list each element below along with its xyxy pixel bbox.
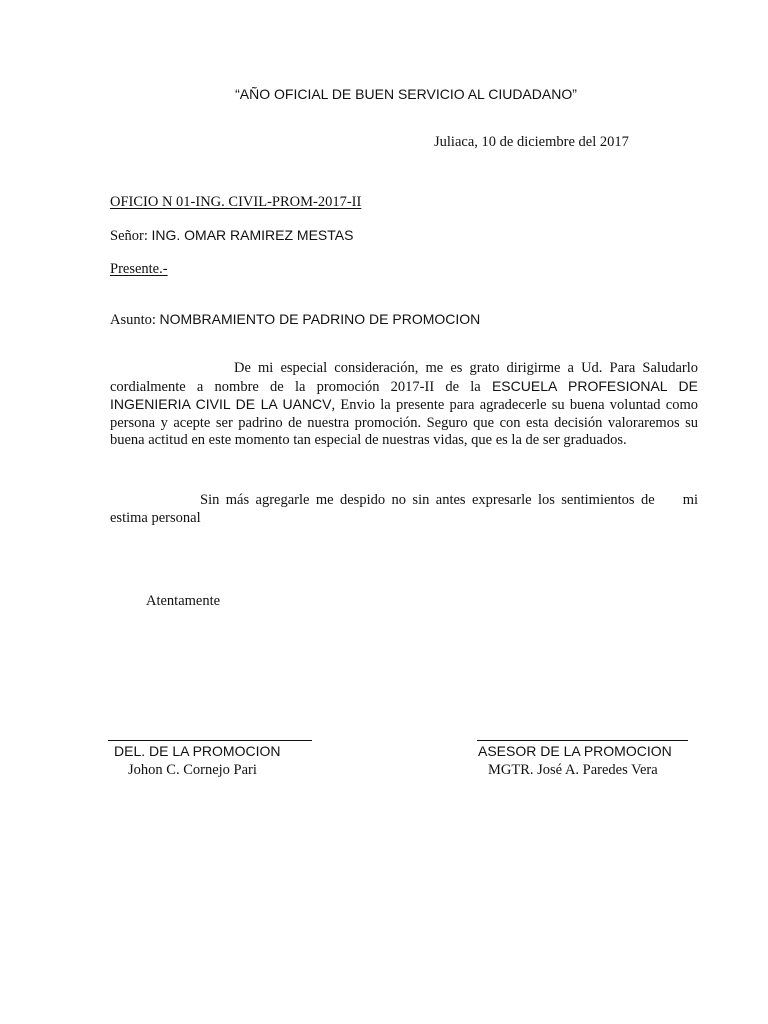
body-paragraph-1-start: De mi especial consideración, me es grato dirigirme a Ud. Para Saludarlo cordialmente a nombre de la promoción 2017-II de la (110, 360, 698, 395)
body-paragraph-1-end: , Envio la presente para agradecerle su buena voluntad como persona y acepte ser padrino de nuestra promoción. Seguro que con esta decisión valoraremos su buena actitud en este momento tan especial de nuestras vidas, que es la de ser graduados. (110, 397, 698, 449)
school-name: ESCUELA PROFESIONAL DE INGENIERIA CIVIL DE LA UANCV (110, 377, 699, 413)
body-paragraph-2-end: mi estima personal (110, 492, 698, 526)
closing: Atentamente (146, 593, 221, 609)
body-paragraph-2-start: Sin más agregarle me despido no sin antes expresarle los sentimientos de (200, 492, 655, 508)
subject-text: NOMBRAMIENTO DE PADRINO DE PROMOCION (159, 311, 481, 327)
delegate-name: Johon C. Cornejo Pari (128, 762, 257, 778)
body-paragraph-2 (110, 492, 698, 527)
body-paragraph-1 (110, 360, 698, 450)
subject-label: Asunto: (110, 312, 160, 328)
recipient-line (110, 227, 353, 245)
subject-line (110, 311, 480, 329)
advisor-name: MGTR. José A. Paredes Vera (488, 762, 658, 778)
presente-line: Presente.- (110, 261, 168, 277)
advisor-title: ASESOR DE LA PROMOCION (478, 743, 672, 759)
salutation-label: Señor: (110, 228, 152, 244)
signature-line-left (108, 740, 312, 741)
oficio-number: OFICIO N 01-ING. CIVIL-PROM-2017-II (110, 194, 362, 210)
signature-line-right (477, 740, 688, 741)
recipient-name: ING. OMAR RAMIREZ MESTAS (151, 227, 354, 243)
date-line: Juliaca, 10 de diciembre del 2017 (434, 134, 629, 150)
letter-motto: “AÑO OFICIAL DE BUEN SERVICIO AL CIUDADANO” (235, 86, 577, 102)
delegate-title: DEL. DE LA PROMOCION (114, 743, 281, 759)
